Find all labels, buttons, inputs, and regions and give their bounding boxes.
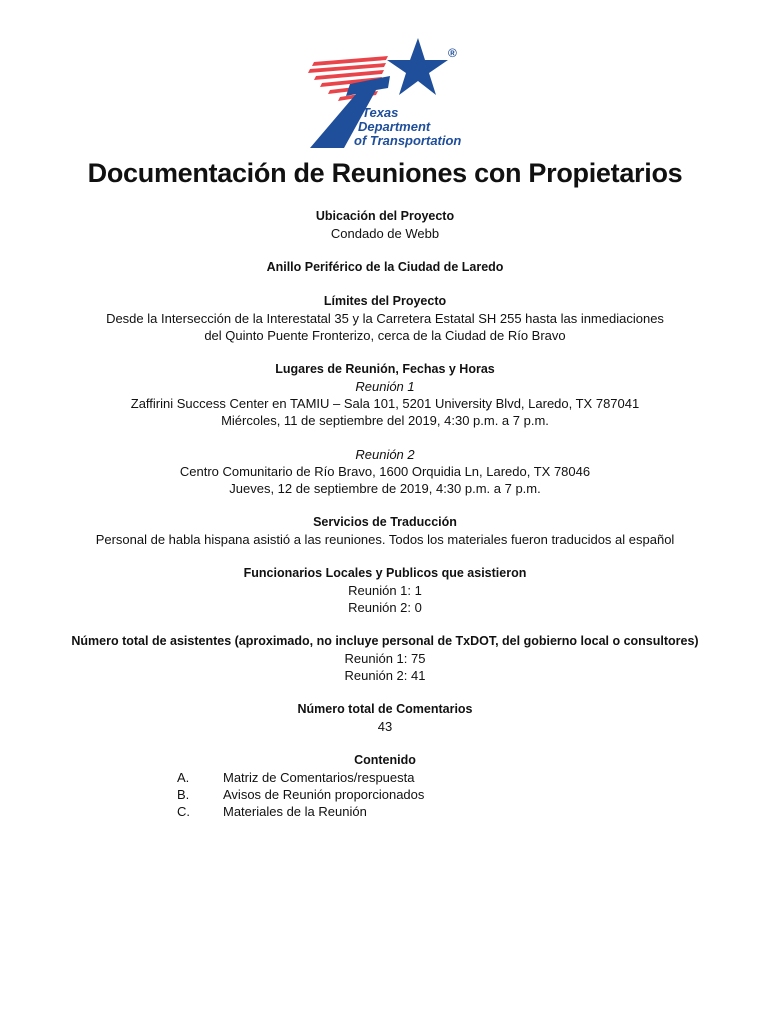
meeting-2-date: Jueves, 12 de septiembre de 2019, 4:30 p.m. a 7 p.m. bbox=[229, 481, 541, 496]
officials-heading: Funcionarios Locales y Publicos que asistieron bbox=[243, 566, 527, 580]
project-location-heading: Ubicación del Proyecto bbox=[315, 209, 455, 223]
contents-section bbox=[0, 752, 770, 820]
comments-section bbox=[0, 701, 770, 735]
meeting-1-label: Reunión 1 bbox=[355, 379, 415, 394]
document-body bbox=[0, 208, 770, 837]
translation-text: Personal de habla hispana asistió a las reuniones. Todos los materiales fueron traducidos al español bbox=[95, 532, 675, 547]
translation-heading: Servicios de Traducción bbox=[313, 515, 457, 529]
meeting-1-date: Miércoles, 11 de septiembre del 2019, 4:30 p.m. a 7 p.m. bbox=[221, 413, 549, 428]
attendees-meeting-1: Reunión 1: 75 bbox=[344, 651, 426, 666]
logo-line-texas: Texas bbox=[362, 105, 399, 120]
project-name: Anillo Periférico de la Ciudad de Laredo bbox=[266, 260, 504, 274]
project-limits-line-2: del Quinto Puente Fronterizo, cerca de la Ciudad de Río Bravo bbox=[204, 328, 566, 343]
attendees-meeting-2: Reunión 2: 41 bbox=[344, 668, 426, 683]
contents-item-letter: A. bbox=[177, 770, 190, 785]
logo-line-department: Department bbox=[358, 119, 431, 134]
list-item bbox=[173, 786, 473, 803]
attendees-section bbox=[0, 633, 770, 684]
officials-meeting-2: Reunión 2: 0 bbox=[348, 600, 422, 615]
project-limits-section bbox=[0, 293, 770, 344]
logo-line-transportation: of Transportation bbox=[354, 133, 462, 148]
contents-item-text: Matriz de Comentarios/respuesta bbox=[223, 770, 415, 785]
comments-heading: Número total de Comentarios bbox=[297, 702, 473, 716]
meetings-heading: Lugares de Reunión, Fechas y Horas bbox=[275, 362, 495, 376]
list-item bbox=[173, 769, 473, 786]
translation-section bbox=[0, 514, 770, 548]
project-limits-heading: Límites del Proyecto bbox=[323, 294, 447, 308]
project-location-section bbox=[0, 208, 770, 242]
contents-item-letter: C. bbox=[177, 804, 190, 819]
meeting-gap bbox=[0, 429, 770, 446]
attendees-heading: Número total de asistentes (aproximado, no incluye personal de TxDOT, del gobierno local o consultores) bbox=[71, 634, 699, 648]
meeting-2-label: Reunión 2 bbox=[355, 447, 415, 462]
officials-meeting-1: Reunión 1: 1 bbox=[348, 583, 422, 598]
project-limits-line-1: Desde la Intersección de la Interestatal 35 y la Carretera Estatal SH 255 hasta las inmediaciones bbox=[106, 311, 664, 326]
contents-list bbox=[173, 769, 473, 820]
registered-mark: ® bbox=[448, 46, 457, 60]
page-title: Documentación de Reuniones con Propietarios bbox=[87, 158, 683, 188]
contents-item-text: Materiales de la Reunión bbox=[223, 804, 367, 819]
project-location-value: Condado de Webb bbox=[330, 226, 440, 241]
comments-value: 43 bbox=[377, 719, 393, 734]
list-item bbox=[173, 803, 473, 820]
meeting-2-place: Centro Comunitario de Río Bravo, 1600 Orquidia Ln, Laredo, TX 78046 bbox=[179, 464, 591, 479]
officials-section bbox=[0, 565, 770, 616]
contents-item-letter: B. bbox=[177, 787, 190, 802]
contents-heading: Contenido bbox=[354, 753, 416, 767]
txdot-logo bbox=[306, 36, 470, 152]
project-name-section bbox=[0, 259, 770, 276]
contents-item-text: Avisos de Reunión proporcionados bbox=[223, 787, 425, 802]
meetings-section bbox=[0, 361, 770, 497]
meeting-1-place: Zaffirini Success Center en TAMIU – Sala 101, 5201 University Blvd, Laredo, TX 787041 bbox=[130, 396, 640, 411]
